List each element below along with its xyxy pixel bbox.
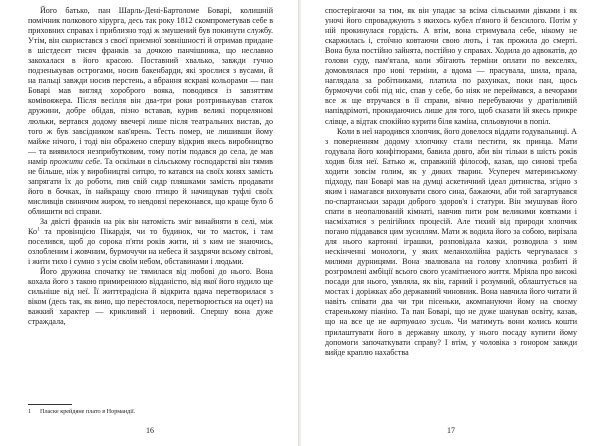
- left-page-text: [28, 6, 273, 328]
- paragraph: За двісті франків на рік він натомість зміг винайняти в селі, між $Ко^1$ та провінцією Пікардія, чи то будинок, чи то маєток, і там поселився, щоб до сорока п'яти років жити, ні з ким не знаючись, озлобленим і жовчним, бурмочучи на небеса й заздрячи всьому світові, і жити тихо і сумно з усім своїм небом, обставинами і людьми.: [28, 216, 273, 267]
- right-page: [301, 0, 600, 446]
- paragraph-continued: спостерігаючи за тим, як він упадає за всіма сільськими дівками і як уночі його спроваджують з якихось кубел п'яного й безсилого. Потім у ній прокинулася гордість. А втім, вона стримувала себе, нікому не скаржилась і, стоїчно ковтаючи свою лють, і так прожила до смерті. Вона була постійно зайнята, постійно у справах. Ходила до адвокатів, до голови суду, пам'ятала, коли збігають терміни оплати по векселях, домовлялася про нові терміни, а вдома — прасувала, шила, прала, наглядала за робітниками, платила по рахунках, поки пан, щось бурмочучи собі під ніс, спав у себе, бо ніяк не переймався, а вечорами все ж ще втручався в її справи, вічно перебуваючи у дратівливій напівдрімоті, прокидаючись лише для того, щоб сказати їй якесь прикре слівце, а відтак спокійно курити біля каміна, спльовуючи в попіл.: [325, 6, 577, 126]
- page-number: 17: [447, 426, 455, 435]
- paragraph: Його батько, пан Шарль-Дені-Бартоломе Боварі, колишній помічник полкового хірурга, десь так року 1812 скомпрометував себе в приховних справах і приблизно тоді ж змушений був покинути службу. Утім, він скористався з своєї приємної зовнішності й отримав придане в шістдесят тисяч франків за дочкою панчішника, що неславно закохалася в його красою. Поставний хвалько, завжди гучно подзенькував острогами, носив бакенбарди, які зрослися з вусами, й на пальці завжди носив перстень, а вбрання яскраві кольорами — пан Боварі мав вигляд хороброго вояка, поводився із завзяттям комівояжера. Після весілля він два-три роки розтринькував статок дружини, добре обідав, пізно вставав, курив великі порцелянові люльки, вертався додому ввечері лише після театральних вистав, до того ж був завсідником кав'ярень. Тесть помер, не лишивши йому майже нічого, і тоді він ображено спершу відкрив якесь виробництво — та виявилося незприбутковим, тому потім подався до села, де мав намір прожити себе. Та оскільки в сільському господарстві він тямив не більше, ніж у виробництві ситцю, то катався на своїх конях замість запрягати їх до роботи, пив свій сидр пляшками замість продавати його в бочках, їв найкращу свою птицю й начищував туфлі своїх мисливців свинячим жиром, то невдовзі переконався, що краще було б облишити всі справи.: [28, 6, 273, 216]
- footnote-text: Пласке крейдяне плато в Нормандії.: [40, 408, 136, 415]
- right-page-text: [325, 6, 577, 358]
- footnote-number: 1: [28, 408, 32, 415]
- footnote-divider: [28, 404, 72, 405]
- page-number: 16: [146, 426, 154, 435]
- left-page: [0, 0, 299, 446]
- paragraph: Коли в неї народився хлопчик, його довелося віддати годувальниці. А з поверненням додому хлопчику стали пестити, як принца. Мати годувала його конфітюрами, бавила довго, аби він тільки в шість років ходив біля неї. Батько ж, справжній філософ, казав, що синові треба ходити зовсім голим, як у диких тварин. Усупереч материнському підходу, пан Боварі мав на думці аскетичний ідеал дитинства, згідно з яким і намагався виховувати свого сина, бажаючи, аби той загартувався по-спартанськи заради доброго здоров'я і статури. Він змушував його спати в неопалюваній кімнаті, навчив пити ром великими ковтками і насміхатися з релігійних процесій. Але тихий від природи хлопчик погано піддавався цим зусиллям. Мати ж водила його за собою, вирізала для нього картонні іграшки, розповідала казки, розводила з ним нескінченні монологи, у яких меланхолійна радість чергувалася з милими дурницями. Вона звалювала на голову хлопчика розбиті й розгромлені амбіції всього свого усамітненого життя. Мріяла про високі посади для нього, уявляла, як він, гарний і розумний, облаштується на мостах і доріжках або державний чиновник. Вона навчила його читати й навіть співати два чи три пісеньки, акомпануючи йому на своєму старенькому піаніно. Та пан Боварі, що не дуже шанував освіту, казав, що на все це не вартувало зусиль. Чи матимуть вони колись кошти прилаштувати його в державну школу, у нього посаду купити йому допомоги започаткувати справу? І втім, у чоловіка з гонором завжди вийде краплю нахабства: [325, 126, 578, 357]
- footnote-ref: 1: [37, 227, 40, 233]
- footnote: [28, 408, 273, 416]
- paragraph: Його дружина спочатку не тямилася від любові до нього. Вона кохала його з такою примиренною відданістю, від якої його нудило ще сильніше від неї. Її життєрадісна й відкрита вдача перетворилася з віком (десь так, як вино, що перестоялося, перетворюється на оцет) на важкий характер — крикливий і нервовий. Спершу вона дуже страждала,: [28, 267, 273, 327]
